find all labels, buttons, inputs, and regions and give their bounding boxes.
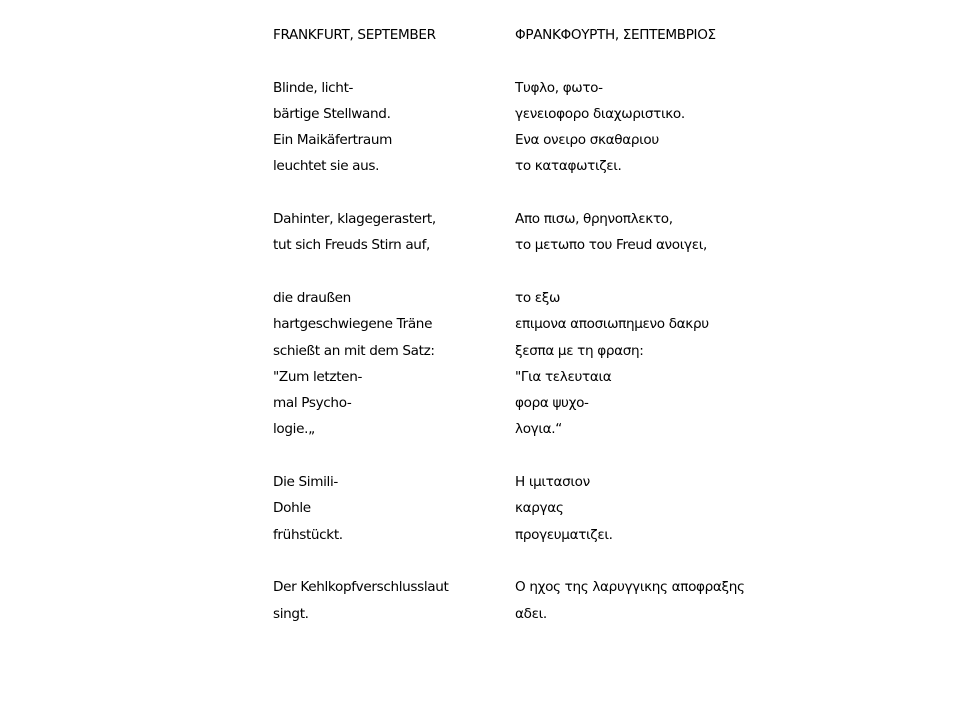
greek-line: το εξω <box>515 289 561 306</box>
greek-line: προγευματιζει. <box>515 526 613 543</box>
greek-line: το καταφωτιζει. <box>515 158 622 175</box>
stanza-gap <box>515 183 815 209</box>
german-title: FRANKFURT, SEPTEMBER <box>273 27 436 43</box>
german-line: Die Simili- <box>273 474 338 491</box>
german-line: "Zum letzten- <box>273 368 363 385</box>
german-line: bärtige Stellwand. <box>273 105 391 122</box>
greek-line: Τυφλο, φωτο- <box>515 79 603 96</box>
german-line: Blinde, licht- <box>273 79 354 96</box>
german-line: Der Kehlkopfverschlusslaut <box>273 579 449 596</box>
greek-line: Απο πισω, θρηνοπλεκτο, <box>515 211 673 228</box>
greek-line: φορα ψυχο- <box>515 395 589 412</box>
german-line: die draußen <box>273 289 351 306</box>
german-line: tut sich Freuds Stirn auf, <box>273 237 430 254</box>
stanza-gap <box>273 262 503 288</box>
greek-line: καργας <box>515 500 564 517</box>
greek-line: Ενα ονειρο σκαθαριου <box>515 132 659 149</box>
stanza-gap <box>273 183 503 209</box>
greek-line: το μετωπο του Freud ανοιγει, <box>515 237 707 254</box>
german-line: Ein Maikäfertraum <box>273 132 392 149</box>
greek-line: ξεσπα με τη φραση: <box>515 342 644 359</box>
greek-column <box>515 25 815 630</box>
greek-line: Η ιμιτασιον <box>515 474 590 491</box>
greek-title: ΦΡΑΝΚΦΟΥΡΤΗ, ΣΕΠΤΕΜΒΡΙΟΣ <box>515 27 716 43</box>
german-line: schießt an mit dem Satz: <box>273 342 435 359</box>
greek-line: Ο ηχος της λαρυγγικης αποφραξης <box>515 579 745 596</box>
greek-line: "Για τελευταια <box>515 368 612 385</box>
german-column <box>273 25 503 630</box>
german-line: hartgeschwiegene Träne <box>273 316 433 333</box>
german-line: logie.„ <box>273 421 315 438</box>
german-line: frühstückt. <box>273 526 343 543</box>
stanza-gap <box>515 446 815 472</box>
stanza-gap <box>273 551 503 577</box>
german-stanza-4 <box>273 472 503 551</box>
greek-line: λογια.“ <box>515 421 562 438</box>
greek-stanza-3 <box>515 288 815 446</box>
german-stanza-2 <box>273 209 503 262</box>
greek-stanza-4 <box>515 472 815 551</box>
german-line: Dahinter, klagegerastert, <box>273 211 436 228</box>
stanza-gap <box>515 262 815 288</box>
stanza-gap <box>273 446 503 472</box>
greek-stanza-1 <box>515 78 815 183</box>
german-stanza-3 <box>273 288 503 446</box>
greek-line: αδει. <box>515 605 547 622</box>
german-line: Dohle <box>273 500 311 517</box>
greek-stanza-2 <box>515 209 815 262</box>
german-stanza-1 <box>273 78 503 183</box>
greek-line: γενειοφορο διαχωριστικο. <box>515 105 685 122</box>
german-line: leuchtet sie aus. <box>273 158 380 175</box>
greek-stanza-5 <box>515 577 815 630</box>
stanza-gap <box>515 551 815 577</box>
greek-line: επιμονα αποσιωπημενο δακρυ <box>515 316 709 333</box>
german-line: mal Psycho- <box>273 395 352 412</box>
german-line: singt. <box>273 605 309 622</box>
german-stanza-5 <box>273 577 503 630</box>
